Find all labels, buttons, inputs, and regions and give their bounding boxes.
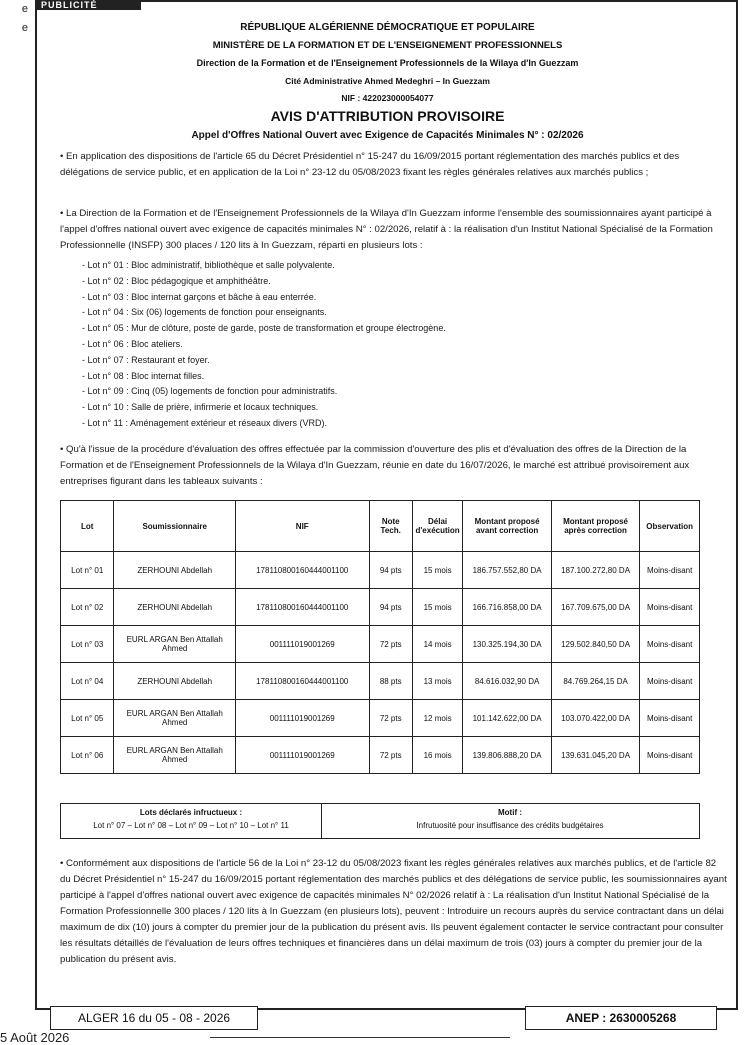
- paragraph-legal-basis: • En application des dispositions de l'article 65 du Décret Présidentiel n° 15-247 du 16/09/2015 portant réglementation des marchés publics et des délégations de service public, et en application de la Loi n° 23-12 du 05/08/2023 fixant les règles générales relatives aux marchés publics ;: [60, 151, 680, 178]
- list-item: - Lot n° 07 : Restaurant et foyer.: [82, 354, 210, 365]
- table-cell: 84.769.264,15 DA: [551, 663, 639, 700]
- table-cell: Lot n° 06: [61, 737, 114, 774]
- table-cell: Lot n° 04: [61, 663, 114, 700]
- margin-text: [0, 0, 30, 38]
- table-cell: 14 mois: [412, 626, 463, 663]
- table-cell: Lot n° 02: [61, 589, 114, 626]
- list-item: - Lot n° 05 : Mur de clôture, poste de garde, poste de transformation et groupe électrogène.: [82, 323, 446, 334]
- table-row: [61, 589, 700, 626]
- column-header: Délai d'exécution: [412, 501, 463, 552]
- list-item: - Lot n° 09 : Cinq (05) logements de fonction pour administratifs.: [82, 386, 338, 397]
- column-header: NIF: [235, 501, 369, 552]
- table-cell: Lot n° 03: [61, 626, 114, 663]
- table-row: [61, 663, 700, 700]
- table-cell: EURL ARGAN Ben Attallah Ahmed: [114, 700, 235, 737]
- table-cell: 187.100.272,80 DA: [551, 552, 639, 589]
- header-direction: Direction de la Formation et de l'Enseignement Professionnels de la Wilaya d'In Guezzam: [196, 58, 579, 68]
- infructueux-label: Lots déclarés infructueux :: [139, 808, 243, 817]
- table-cell: EURL ARGAN Ben Attallah Ahmed: [114, 737, 235, 774]
- infructueux-lots: [61, 804, 322, 838]
- lots-list: [82, 258, 582, 432]
- header-ministry: MINISTÈRE DE LA FORMATION ET DE L'ENSEIGNEMENT PROFESSIONNELS: [212, 40, 563, 51]
- list-item: - Lot n° 03 : Bloc internat garçons et bâche à eau enterrée.: [82, 291, 317, 302]
- infructueux-box: [60, 803, 700, 839]
- table-row: [61, 626, 700, 663]
- notice-title: AVIS D'ATTRIBUTION PROVISOIRE: [270, 108, 505, 124]
- attribution-table: [60, 500, 700, 774]
- publicite-label: PUBLICITÉ: [35, 0, 141, 10]
- column-header: Soumissionnaire: [114, 501, 235, 552]
- footer-date-box: ALGER 16 du 05 - 08 - 2026: [50, 1006, 258, 1030]
- paragraph-information: • La Direction de la Formation et de l'Enseignement Professionnels de la Wilaya d'In Guezzam informe l'ensemble des soumissionnaires ayant participé à l'appel d'offres national ouvert avec exigence de capacités minimales N° : 02/2026, relatif à : la réalisation d'un Institut National Spécialisé de la Formation Professionnelle (INSFP) 300 places / 120 lits à In Guezzam, réparti en plusieurs lots :: [60, 208, 713, 251]
- table-cell: 15 mois: [412, 552, 463, 589]
- header-nif: NIF : 422023000054077: [341, 93, 434, 103]
- list-item: - Lot n° 10 : Salle de prière, infirmerie et locaux techniques.: [82, 402, 319, 413]
- table-cell: 101.142.622,00 DA: [463, 700, 551, 737]
- table-cell: 178110800160444001100: [235, 552, 369, 589]
- table-cell: 001111019001269: [235, 626, 369, 663]
- paragraph-recourse: • Conformément aux dispositions de l'article 56 de la Loi n° 23-12 du 05/08/2023 fixant les règles générales relatives aux marchés publics, et de l'article 82 du Décret Présidentiel n° 15-247 du 16/09/2015 portant réglementation des marchés publics et des délégations de service public, les soumissionnaires ayant participé à l'appel d'offres national ouvert avec exigence de capacités minimales N° 02/2026 relatif à : La réalisation d'un Institut National Spécialisé de la Formation Professionnelle 300 places / 120 lits à In Guezzam (en plusieurs lots), peuvent : Introduire un recours auprès du service contractant dans un délai maximum de dix (10) jours à compter du premier jour de la publication du présent avis. Ils peuvent également contacter le service contractant pour consulter les résultats détaillés de l'évaluation de leurs offres techniques et financières dans un délai maximum de trois (03) jours à compter du premier jour de la publication du présent avis.: [60, 858, 727, 965]
- table-cell: 13 mois: [412, 663, 463, 700]
- paragraph-evaluation: • Qu'à l'issue de la procédure d'évaluation des offres effectuée par la commission d'ouverture des plis et d'évaluation des offres de la Direction de la Formation et de l'Enseignement Professionnels de la Wilaya d'In Guezzam, réunie en date du 16/07/2026, le marché est attribué provisoirement aux entreprises figurant dans les tableaux suivants :: [60, 444, 690, 487]
- table-cell: 178110800160444001100: [235, 589, 369, 626]
- column-header: Observation: [640, 501, 700, 552]
- table-cell: Moins-disant: [640, 663, 700, 700]
- header-republic: RÉPUBLIQUE ALGÉRIENNE DÉMOCRATIQUE ET POPULAIRE: [240, 22, 535, 33]
- table-cell: 001111019001269: [235, 737, 369, 774]
- table-cell: Moins-disant: [640, 700, 700, 737]
- table-row: [61, 737, 700, 774]
- table-cell: Lot n° 01: [61, 552, 114, 589]
- list-item: - Lot n° 01 : Bloc administratif, bibliothèque et salle polyvalente.: [82, 260, 335, 270]
- list-item: - Lot n° 06 : Bloc ateliers.: [82, 338, 183, 349]
- table-cell: 88 pts: [369, 663, 412, 700]
- motif-text: Infrutuosité pour insuffisance des crédits budgétaires: [416, 821, 604, 830]
- footer-anep-box: ANEP : 2630005268: [525, 1006, 717, 1030]
- table-row: [61, 552, 700, 589]
- page-cut-date: 5 Août 2026: [0, 1030, 70, 1045]
- notice-subtitle: Appel d'Offres National Ouvert avec Exigence de Capacités Minimales N° : 02/2026: [191, 130, 584, 141]
- table-cell: 84.616.032,90 DA: [463, 663, 551, 700]
- table-cell: 72 pts: [369, 700, 412, 737]
- column-header: Montant proposé avant correction: [463, 501, 551, 552]
- table-cell: Moins-disant: [640, 589, 700, 626]
- table-cell: 129.502.840,50 DA: [551, 626, 639, 663]
- table-cell: Lot n° 05: [61, 700, 114, 737]
- table-cell: ZERHOUNI Abdellah: [114, 552, 235, 589]
- motif-label: Motif :: [498, 808, 522, 817]
- list-item: - Lot n° 02 : Bloc pédagogique et amphithéâtre.: [82, 275, 271, 286]
- table-cell: 139.631.045,20 DA: [551, 737, 639, 774]
- table-cell: 12 mois: [412, 700, 463, 737]
- table-cell: 139.806.888,20 DA: [463, 737, 551, 774]
- table-cell: 94 pts: [369, 589, 412, 626]
- table-row: [61, 700, 700, 737]
- column-header: Note Tech.: [369, 501, 412, 552]
- table-cell: 94 pts: [369, 552, 412, 589]
- list-item: - Lot n° 08 : Bloc internat filles.: [82, 370, 205, 381]
- margin-line: e: [21, 22, 28, 34]
- header-address: Cité Administrative Ahmed Medeghri – In Guezzam: [285, 76, 490, 86]
- table-cell: Moins-disant: [640, 737, 700, 774]
- list-item: - Lot n° 04 : Six (06) logements de fonction pour enseignants.: [82, 307, 327, 318]
- infructueux-motif: [321, 804, 699, 838]
- table-cell: Moins-disant: [640, 552, 700, 589]
- table-cell: 103.070.422,00 DA: [551, 700, 639, 737]
- column-header: Lot: [61, 501, 114, 552]
- column-header: Montant proposé après correction: [551, 501, 639, 552]
- table-cell: ZERHOUNI Abdellah: [114, 589, 235, 626]
- table-cell: 16 mois: [412, 737, 463, 774]
- infructueux-lot-list: Lot n° 07 – Lot n° 08 – Lot n° 09 – Lot n° 10 – Lot n° 11: [93, 821, 289, 830]
- table-cell: 15 mois: [412, 589, 463, 626]
- table-cell: Moins-disant: [640, 626, 700, 663]
- table-cell: 72 pts: [369, 626, 412, 663]
- table-cell: 167.709.675,00 DA: [551, 589, 639, 626]
- list-item: - Lot n° 11 : Aménagement extérieur et réseaux divers (VRD).: [82, 417, 328, 428]
- table-cell: 72 pts: [369, 737, 412, 774]
- table-cell: 166.716.858,00 DA: [463, 589, 551, 626]
- divider: [210, 1037, 510, 1038]
- table-cell: 130.325.194,30 DA: [463, 626, 551, 663]
- table-header-row: [61, 501, 700, 552]
- table-cell: ZERHOUNI Abdellah: [114, 663, 235, 700]
- table-cell: 001111019001269: [235, 700, 369, 737]
- table-cell: EURL ARGAN Ben Attallah Ahmed: [114, 626, 235, 663]
- margin-line: e: [21, 3, 28, 15]
- table-cell: 178110800160444001100: [235, 663, 369, 700]
- table-cell: 186.757.552,80 DA: [463, 552, 551, 589]
